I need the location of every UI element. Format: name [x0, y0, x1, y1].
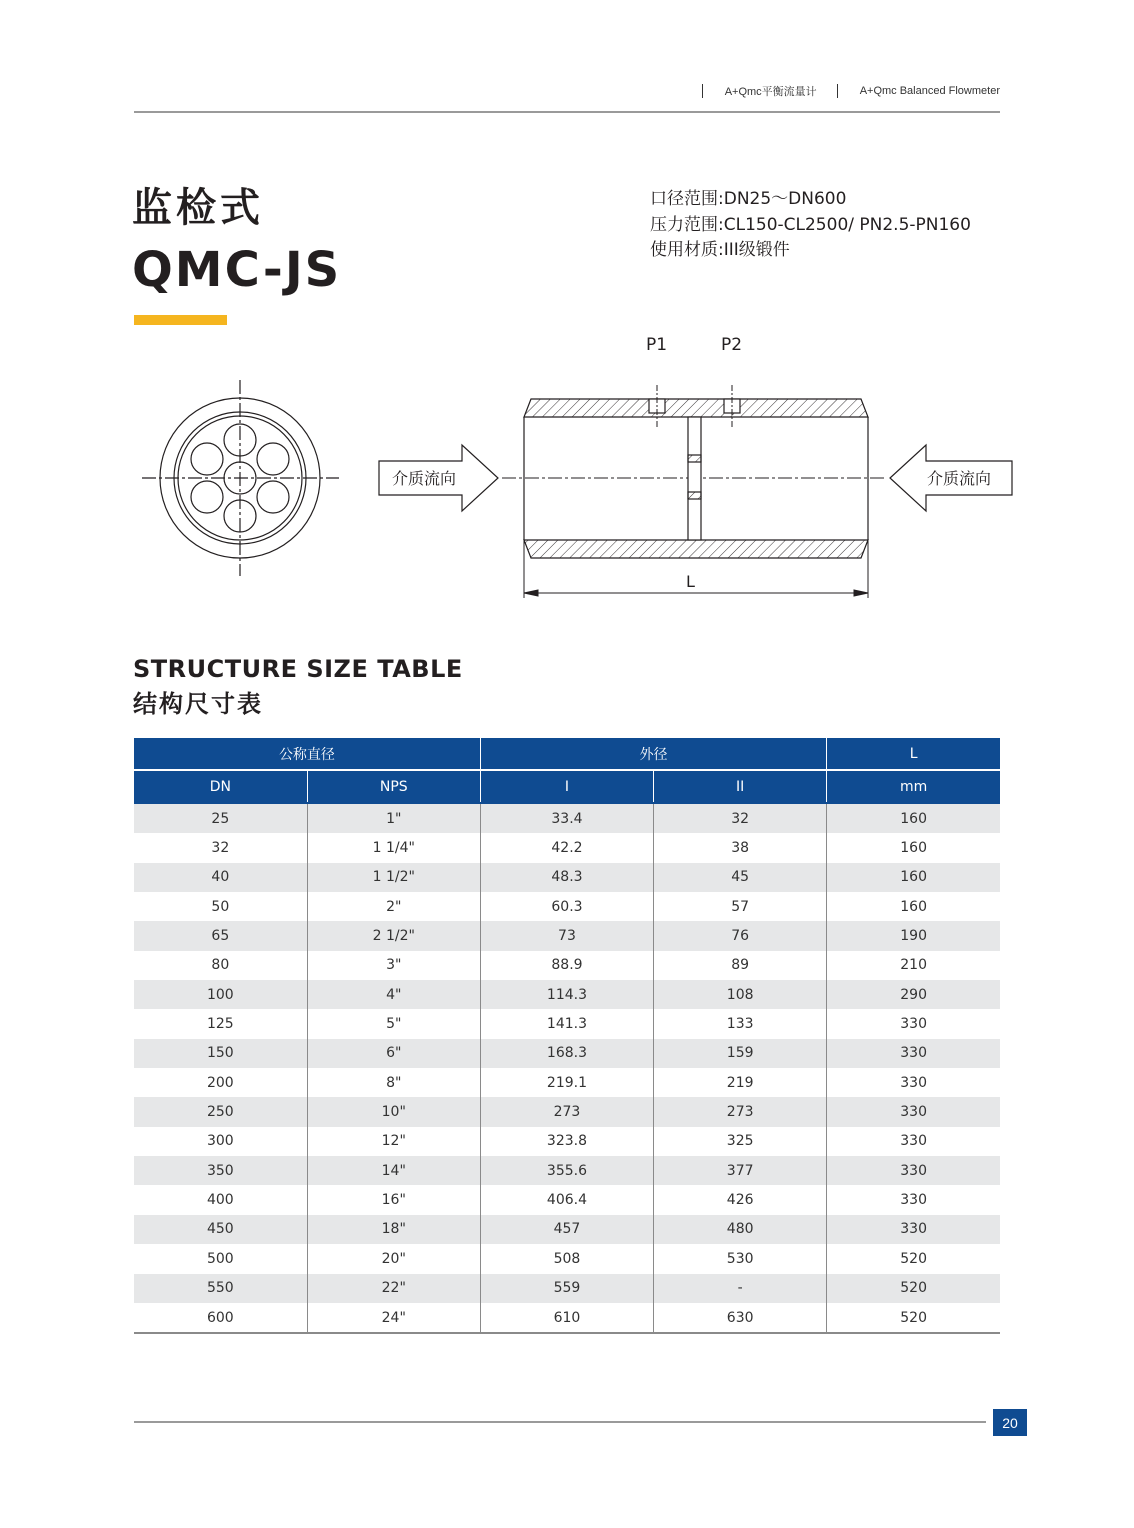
- section-title-en: STRUCTURE SIZE TABLE: [133, 655, 463, 683]
- table-cell: 219: [654, 1068, 827, 1097]
- table-row: [134, 1039, 1000, 1068]
- table-cell: 2": [307, 892, 480, 921]
- table-row: [134, 1097, 1000, 1126]
- table-row: [134, 892, 1000, 921]
- header-mm: mm: [827, 770, 1000, 803]
- table-cell: 330: [827, 1009, 1000, 1038]
- table-row: [134, 1185, 1000, 1214]
- table-cell: 600: [134, 1303, 307, 1333]
- table-cell: 22": [307, 1274, 480, 1303]
- table-cell: 150: [134, 1039, 307, 1068]
- table-cell: 2 1/2": [307, 921, 480, 950]
- structure-diagram: [134, 330, 1014, 610]
- table-cell: 1": [307, 803, 480, 833]
- header-od-ii: II: [654, 770, 827, 803]
- table-cell: 406.4: [480, 1185, 653, 1214]
- table-cell: 450: [134, 1215, 307, 1244]
- table-cell: 330: [827, 1127, 1000, 1156]
- table-cell: 250: [134, 1097, 307, 1126]
- table-cell: 330: [827, 1039, 1000, 1068]
- table-row: [134, 833, 1000, 862]
- table-cell: 125: [206, 1016, 234, 1033]
- table-cell: 355.6: [480, 1156, 653, 1185]
- table-row: [134, 921, 1000, 950]
- footer-rule: [134, 1421, 986, 1423]
- meter-body-section: [524, 385, 868, 558]
- table-cell: 65: [134, 921, 307, 950]
- table-cell: 219.1: [480, 1068, 653, 1097]
- table-cell: 520: [827, 1244, 1000, 1273]
- table-cell: 160: [827, 863, 1000, 892]
- table-cell: 426: [654, 1185, 827, 1214]
- table-cell: 42.2: [480, 833, 653, 862]
- table-cell: 33.4: [480, 803, 653, 833]
- table-cell: 300: [206, 1133, 234, 1150]
- table-cell: -: [654, 1274, 827, 1303]
- table-cell: 290: [827, 980, 1000, 1009]
- table-cell: 377: [654, 1156, 827, 1185]
- table-cell: 88.9: [480, 951, 653, 980]
- table-cell: 45: [654, 863, 827, 892]
- port-label-p1: P1: [646, 335, 668, 355]
- accent-bar: [134, 315, 227, 325]
- table-cell: 48.3: [480, 863, 653, 892]
- table-body: [134, 803, 1000, 1333]
- table-row: [134, 1215, 1000, 1244]
- table-cell: 18": [307, 1215, 480, 1244]
- flow-label-right: 介质流向: [927, 469, 992, 488]
- spec-diameter: 口径范围:DN25～DN600: [650, 189, 847, 209]
- table-cell: 8": [307, 1068, 480, 1097]
- running-header: [702, 84, 1000, 98]
- table-cell: 168.3: [480, 1039, 653, 1068]
- table-row: [134, 1274, 1000, 1303]
- table-cell: 16": [307, 1185, 480, 1214]
- table-cell: 73: [480, 921, 653, 950]
- table-cell: 100: [134, 980, 307, 1009]
- header-divider: [702, 84, 703, 98]
- table-row: [134, 1068, 1000, 1097]
- table-cell: 38: [654, 833, 827, 862]
- table-cell: 159: [654, 1039, 827, 1068]
- table-cell: 530: [654, 1244, 827, 1273]
- length-label: L: [686, 572, 695, 591]
- header-rule: [134, 111, 1000, 113]
- header-divider: [837, 84, 838, 98]
- table-cell: 60.3: [480, 892, 653, 921]
- table-cell: 559: [480, 1274, 653, 1303]
- header-outer-diameter: 外径: [480, 738, 826, 770]
- table-row: [134, 980, 1000, 1009]
- table-cell: 89: [654, 951, 827, 980]
- table-cell: 520: [827, 1303, 1000, 1333]
- table-sub-header-row: [134, 770, 1000, 803]
- end-view-drawing: [142, 380, 339, 576]
- table-cell: 1 1/2": [307, 863, 480, 892]
- table-cell: 273: [480, 1097, 653, 1126]
- table-cell: 4": [307, 980, 480, 1009]
- table-cell: 25: [134, 803, 307, 833]
- section-title-cn: 结构尺寸表: [133, 690, 263, 718]
- table-cell: 5": [307, 1009, 480, 1038]
- table-row: [134, 1156, 1000, 1185]
- header-nominal-diameter: 公称直径: [134, 738, 480, 770]
- table-cell: 508: [480, 1244, 653, 1273]
- table-cell: 80: [211, 957, 230, 974]
- table-cell: 50: [211, 898, 230, 915]
- header-length: L: [827, 738, 1000, 770]
- spec-list: [650, 187, 971, 264]
- table-cell: 1 1/4": [307, 833, 480, 862]
- table-cell: 40: [134, 863, 307, 892]
- table-cell: 480: [654, 1215, 827, 1244]
- table-cell: 325: [654, 1127, 827, 1156]
- table-row: [134, 1009, 1000, 1038]
- table-cell: 10": [307, 1097, 480, 1126]
- flow-arrow-left: [379, 445, 498, 511]
- table-row: [134, 951, 1000, 980]
- flow-arrow-right: [890, 445, 1012, 511]
- table-cell: 400: [206, 1192, 234, 1209]
- table-cell: 141.3: [480, 1009, 653, 1038]
- table-cell: 57: [654, 892, 827, 921]
- table-cell: 6": [307, 1039, 480, 1068]
- table-cell: 133: [654, 1009, 827, 1038]
- table-group-header-row: [134, 738, 1000, 770]
- table-cell: 330: [827, 1068, 1000, 1097]
- port-label-p2: P2: [721, 335, 743, 355]
- table-cell: 550: [134, 1274, 307, 1303]
- table-cell: 24": [307, 1303, 480, 1333]
- page-number: 20: [993, 1409, 1027, 1436]
- spec-pressure: 压力范围:CL150-CL2500/ PN2.5-PN160: [650, 214, 971, 235]
- table-cell: 32: [211, 840, 230, 857]
- page-title-model: QMC-JS: [132, 242, 342, 298]
- table-row: [134, 1303, 1000, 1333]
- flow-label-left: 介质流向: [392, 469, 457, 488]
- table-cell: 160: [827, 833, 1000, 862]
- table-cell: 76: [654, 921, 827, 950]
- table-cell: 114.3: [480, 980, 653, 1009]
- table-row: [134, 1127, 1000, 1156]
- table-row: [134, 863, 1000, 892]
- table-cell: 210: [827, 951, 1000, 980]
- table-cell: 350: [134, 1156, 307, 1185]
- table-row: [134, 803, 1000, 833]
- header-dn: DN: [134, 770, 307, 803]
- table-cell: 500: [206, 1250, 234, 1267]
- table-cell: 160: [827, 803, 1000, 833]
- table-row: [134, 1244, 1000, 1273]
- table-cell: 330: [827, 1215, 1000, 1244]
- structure-size-table: [134, 738, 1000, 1334]
- table-cell: 3": [307, 951, 480, 980]
- table-cell: 330: [827, 1156, 1000, 1185]
- table-cell: 630: [654, 1303, 827, 1333]
- table-cell: 190: [827, 921, 1000, 950]
- table-cell: 610: [480, 1303, 653, 1333]
- table-cell: 520: [827, 1274, 1000, 1303]
- table-cell: 323.8: [480, 1127, 653, 1156]
- table-cell: 273: [654, 1097, 827, 1126]
- header-od-i: I: [480, 770, 653, 803]
- table-cell: 20": [307, 1244, 480, 1273]
- header-product-cn: A+Qmc平衡流量计: [724, 86, 817, 98]
- table-cell: 160: [827, 892, 1000, 921]
- table-cell: 200: [206, 1074, 234, 1091]
- spec-material: 使用材质:III级锻件: [650, 240, 790, 260]
- header-nps: NPS: [307, 770, 480, 803]
- table-cell: 12": [307, 1127, 480, 1156]
- table-cell: 330: [827, 1185, 1000, 1214]
- table-cell: 108: [654, 980, 827, 1009]
- table-cell: 32: [654, 803, 827, 833]
- page-title-cn: 监检式: [132, 185, 264, 231]
- header-product-en: A+Qmc Balanced Flowmeter: [859, 85, 1000, 97]
- table-cell: 330: [827, 1097, 1000, 1126]
- table-cell: 14": [307, 1156, 480, 1185]
- table-cell: 457: [480, 1215, 653, 1244]
